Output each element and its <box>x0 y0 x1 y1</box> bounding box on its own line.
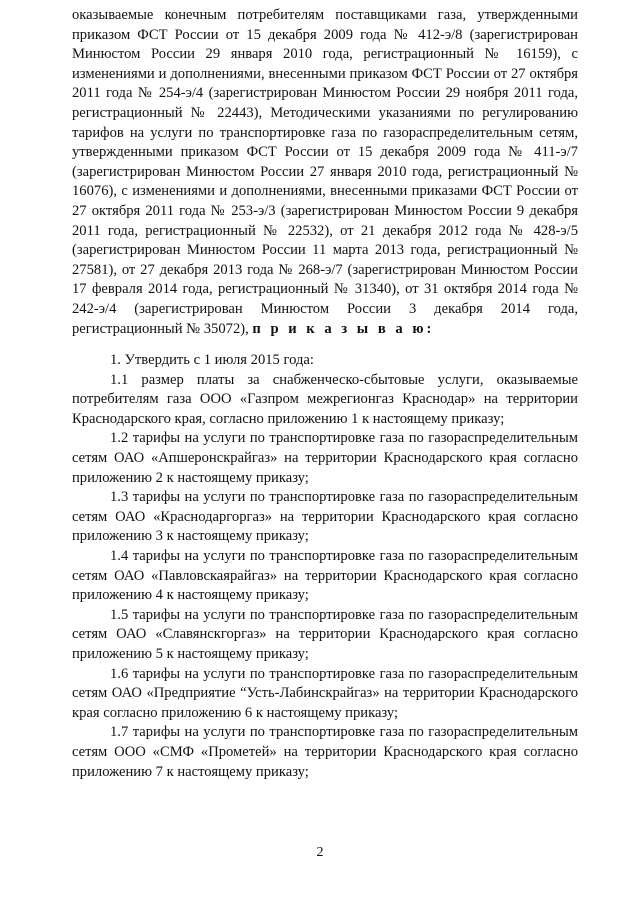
subitem-1-7: 1.7 тарифы на услуги по транспортировке газа по газораспределительным сетям ООО «СМФ «Прометей» на территории Краснодарского края согласно приложению 7 к настоящему приказу; <box>72 724 578 780</box>
subitem-1-2: 1.2 тарифы на услуги по транспортировке газа по газораспределительным сетям ОАО «Апшеронскрайгаз» на территории Краснодарского края согласно приложению 2 к настоящему приказу; <box>72 430 578 486</box>
subitem-1-1: 1.1 размер платы за снабженческо-сбытовые услуги, оказываемые потребителям газа ООО «Газпром межрегионгаз Краснодар» на территории Краснодарского края, согласно приложению 1 к настоящему приказу; <box>72 371 578 427</box>
item-1-heading: 1. Утвердить с 1 июля 2015 года: <box>110 352 314 369</box>
subitem-1-5: 1.5 тарифы на услуги по транспортировке газа по газораспределительным сетям ОАО «Славянскгоргаз» на территории Краснодарского края согласно приложению 5 к настоящему приказу; <box>72 606 578 662</box>
intro-text: оказываемые конечным потребителям поставщиками газа, утвержденными приказом ФСТ России от 15 декабря 2009 года № 412-э/8 (зарегистрирован Минюстом России 29 января 2010 года, регистрационный № 16159), с изменениями и дополнениями, внесенными приказом ФСТ России от 27 октября 2011 года № 254-э/4 (зарегистрирован Минюстом России 29 ноября 2011 года, регистрационный № 22443), Методическими указаниями по регулированию тарифов на услуги по транспортировке газа по газораспределительным сетям, утвержденными приказом ФСТ России от 15 декабря 2009 года № 411-э/7 (зарегистрирован Минюстом России 27 января 2010 года, регистрационный № 16076), с изменениями и дополнениями, внесенными приказами ФСТ России от 27 октября 2011 года № 253-э/3 (зарегистрирован Минюстом России 9 декабря 2011 года, регистрационный № 22532), от 21 декабря 2012 года № 428-э/5 (зарегистрирован Минюстом России 11 марта 2013 года, регистрационный № 27581), от 27 декабря 2013 года № 268-э/7 (зарегистрирован Минюстом России 17 февраля 2014 года, регистрационный № 31340), от 31 октября 2014 года № 242-э/4 (зарегистрирован Минюстом России 3 декабря 2014 года, регистрационный № 35072), <box>72 7 578 337</box>
document-page <box>72 6 578 782</box>
subitem-1-3: 1.3 тарифы на услуги по транспортировке газа по газораспределительным сетям ОАО «Краснодаргоргаз» на территории Краснодарского края согласно приложению 3 к настоящему приказу; <box>72 489 578 545</box>
intro-paragraph <box>72 6 578 339</box>
subitem-1-6: 1.6 тарифы на услуги по транспортировке газа по газораспределительным сетям ОАО «Предприятие “Усть-Лабинскрайгаз» на территории Краснодарского края согласно приложению 6 к настоящему приказу; <box>72 665 578 721</box>
order-word: п р и к а з ы в а ю: <box>252 320 435 337</box>
page-number: 2 <box>316 845 324 860</box>
subitem-1-4: 1.4 тарифы на услуги по транспортировке газа по газораспределительным сетям ОАО «Павловскаярайгаз» на территории Краснодарского края согласно приложению 4 к настоящему приказу; <box>72 548 578 604</box>
